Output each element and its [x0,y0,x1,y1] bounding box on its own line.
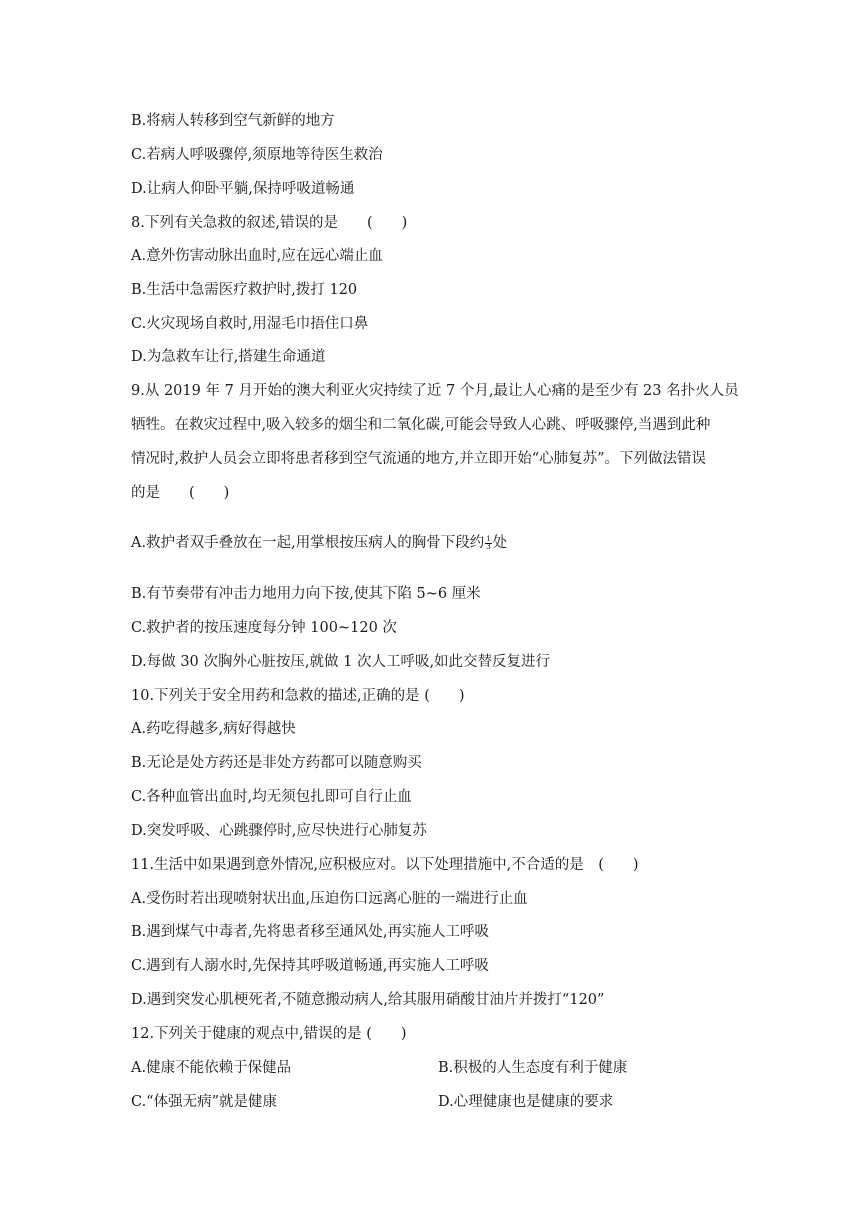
q10-stem: 10.下列关于安全用药和急救的描述,正确的是 ( ) [131,688,465,704]
q8-option-b: B.生活中急需医疗救护时,拨打 120 [131,282,358,298]
q11-option-b: B.遇到煤气中毒者,先将患者移至通风处,再实施人工呼吸 [131,924,489,940]
q11-stem: 11.生活中如果遇到意外情况,应积极应对。以下处理措施中,不合适的是 ( ) [131,857,639,873]
q8-option-c: C.火灾现场自救时,用湿毛巾捂住口鼻 [131,316,369,332]
q9-option-a [131,533,507,553]
q10-option-a: A.药吃得越多,病好得越快 [131,721,296,737]
q7-option-c: C.若病人呼吸骤停,须原地等待医生救治 [131,147,383,163]
q7-option-d: D.让病人仰卧平躺,保持呼吸道畅通 [131,181,355,197]
q12-stem: 12.下列关于健康的观点中,错误的是 ( ) [131,1026,407,1042]
fraction-numerator: 1 [486,534,491,543]
q9-stem-line-1: 9.从 2019 年 7 月开始的澳大利亚火灾持续了近 7 个月,最让人心痛的是至少有 23 名扑火人员 [131,383,739,399]
q11-option-a: A.受伤时若出现喷射状出血,压迫伤口远离心脏的一端进行止血 [131,891,528,907]
q8-stem: 8.下列有关急救的叙述,错误的是 ( ) [131,215,408,231]
q9-stem-line-4: 的是 ( ) [131,485,230,501]
q10-option-c: C.各种血管出血时,均无须包扎即可自行止血 [131,789,412,805]
q10-option-b: B.无论是处方药还是非处方药都可以随意购买 [131,755,422,771]
q12-option-a: A.健康不能依赖于保健品 [131,1060,292,1076]
q8-option-d: D.为急救车让行,搭建生命通道 [131,349,326,365]
q9-option-c: C.救护者的按压速度每分钟 100~120 次 [131,620,397,636]
q10-option-d: D.突发呼吸、心跳骤停时,应尽快进行心肺复苏 [131,823,427,839]
q12-option-c: C.“体强无病”就是健康 [131,1094,278,1110]
q9-stem-line-3: 情况时,救护人员会立即将患者移到空气流通的地方,并立即开始“心肺复苏”。下列做法错误 [131,451,707,467]
q7-option-b: B.将病人转移到空气新鲜的地方 [131,113,335,129]
q9-option-a-suffix: 处 [492,535,508,551]
q11-option-c: C.遇到有人溺水时,先保持其呼吸道畅通,再实施人工呼吸 [131,958,489,974]
q9-stem-line-2: 牺牲。在救灾过程中,吸入较多的烟尘和二氧化碳,可能会导致人心跳、呼吸骤停,当遇到此种 [131,417,711,433]
q9-option-a-text: A.救护者双手叠放在一起,用掌根按压病人的胸骨下段约 [131,535,485,551]
q11-option-d: D.遇到突发心肌梗死者,不随意搬动病人,给其服用硝酸甘油片并拨打“120” [131,992,605,1008]
fraction-denominator: 3 [486,542,491,551]
q9-option-b: B.有节奏带有冲击力地用力向下按,使其下陷 5~6 厘米 [131,586,481,602]
q12-option-b: B.积极的人生态度有利于健康 [438,1060,628,1076]
q9-option-d: D.每做 30 次胸外心脏按压,就做 1 次人工呼吸,如此交替反复进行 [131,654,551,670]
q12-option-d: D.心理健康也是健康的要求 [438,1094,614,1110]
fraction [485,536,491,551]
q8-option-a: A.意外伤害动脉出血时,应在远心端止血 [131,248,383,264]
